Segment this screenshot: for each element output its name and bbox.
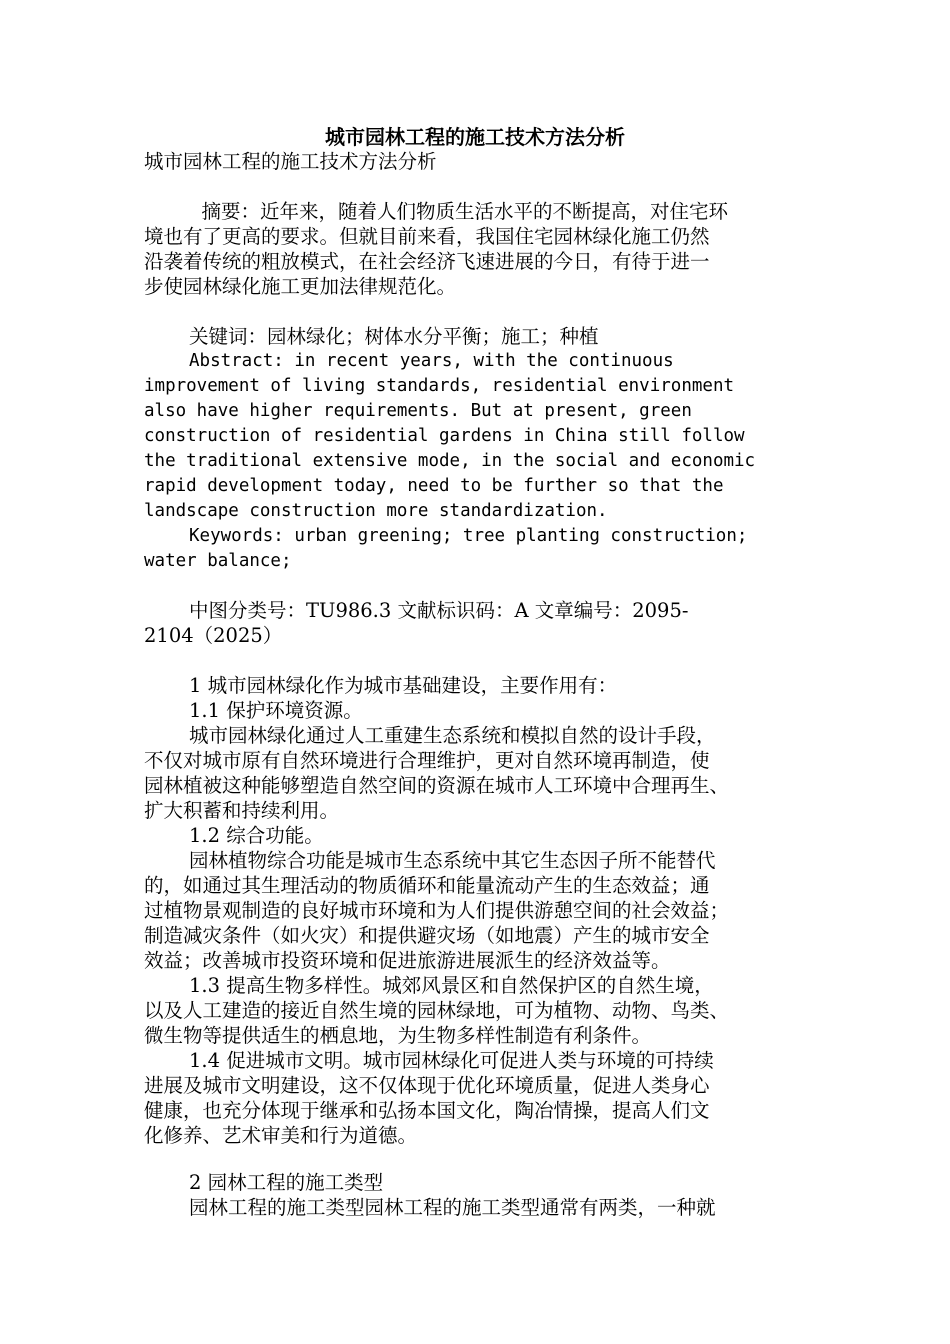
classification-info [144, 598, 814, 648]
abstract-cn-line: 沿袭着传统的粗放模式，在社会经济飞速进展的今日，有待于进一 [144, 250, 710, 273]
paragraph-line: 不仅对城市原有自然环境进行合理维护，更对自然环境再制造，使 [144, 749, 710, 772]
subtitle-line: 城市园林工程的施工技术方法分析 [144, 150, 437, 173]
abstract-en-line: Abstract: in recent years, with the continuous [189, 351, 674, 371]
paragraph-line: 以及人工建造的接近自然生境的园林绿地，可为植物、动物、鸟类、 [144, 999, 730, 1022]
paragraph-line: 进展及城市文明建设，这不仅体现于优化环境质量，促进人类身心 [144, 1074, 710, 1097]
abstract-cn [144, 199, 814, 299]
section-1-heading: 1 城市园林绿化作为城市基础建设，主要作用有： [189, 674, 618, 697]
paragraph-line: 制造减灾条件（如火灾）和提供避灾场（如地震）产生的城市安全 [144, 924, 710, 947]
paragraph-line: 健康，也充分体现于继承和弘扬本国文化，陶冶情操，提高人们文 [144, 1099, 710, 1122]
paragraph-line: 园林工程的施工类型园林工程的施工类型通常有两类，一种就 [189, 1196, 716, 1219]
paragraph-line: 微生物等提供适生的栖息地，为生物多样性制造有利条件。 [144, 1024, 652, 1047]
abstract-en [144, 349, 814, 574]
classification-line: 中图分类号：TU986.3 文献标识码：A 文章编号：2095- [189, 599, 689, 622]
subsection-1-1-heading: 1.1 保护环境资源。 [189, 699, 363, 722]
paragraph-line: 化修养、艺术审美和行为道德。 [144, 1124, 418, 1147]
classification-line: 2104（2025） [144, 624, 283, 647]
abstract-en-line: the traditional extensive mode, in the social and economic [144, 451, 756, 471]
abstract-en-line: also have higher requirements. But at present, green [144, 401, 692, 421]
keywords-cn-line: 关键词：园林绿化；树体水分平衡；施工；种植 [189, 325, 599, 348]
paragraph-line: 扩大积蓄和持续利用。 [144, 799, 340, 822]
document-subtitle [144, 149, 814, 174]
abstract-en-line: construction of residential gardens in China still follow [144, 426, 745, 446]
keywords-cn [144, 324, 814, 349]
abstract-en-line: landscape construction more standardization. [144, 501, 608, 521]
paragraph-line: 城市园林绿化通过人工重建生态系统和模拟自然的设计手段， [189, 724, 716, 747]
subsection-1-2-heading: 1.2 综合功能。 [189, 824, 324, 847]
abstract-cn-line: 境也有了更高的要求。但就目前来看，我国住宅园林绿化施工仍然 [144, 225, 710, 248]
paragraph-line: 的，如通过其生理活动的物质循环和能量流动产生的生态效益；通 [144, 874, 710, 897]
paragraph-line: 1.3 提高生物多样性。城郊风景区和自然保护区的自然生境， [189, 974, 714, 997]
section-2-heading: 2 园林工程的施工类型 [189, 1171, 384, 1194]
abstract-cn-line: 步使园林绿化施工更加法律规范化。 [144, 275, 457, 298]
abstract-en-line: rapid development today, need to be further so that the [144, 476, 724, 496]
paragraph-line: 过植物景观制造的良好城市环境和为人们提供游憩空间的社会效益； [144, 899, 730, 922]
keywords-en-line: Keywords: urban greening; tree planting construction; [189, 526, 748, 546]
paragraph-line: 1.4 促进城市文明。城市园林绿化可促进人类与环境的可持续 [189, 1049, 714, 1072]
section-2 [144, 1170, 814, 1220]
section-1 [144, 673, 814, 1148]
paragraph-line: 效益；改善城市投资环境和促进旅游进展派生的经济效益等。 [144, 949, 671, 972]
paragraph-line: 园林植物综合功能是城市生态系统中其它生态因子所不能替代 [189, 849, 716, 872]
document-title: 城市园林工程的施工技术方法分析 [325, 125, 625, 149]
abstract-cn-line: 摘要：近年来，随着人们物质生活水平的不断提高，对住宅环 [182, 200, 729, 223]
paragraph-line: 园林植被这种能够塑造自然空间的资源在城市人工环境中合理再生、 [144, 774, 730, 797]
abstract-en-line: improvement of living standards, residential environment [144, 376, 735, 396]
keywords-en-line: water balance; [144, 551, 292, 571]
